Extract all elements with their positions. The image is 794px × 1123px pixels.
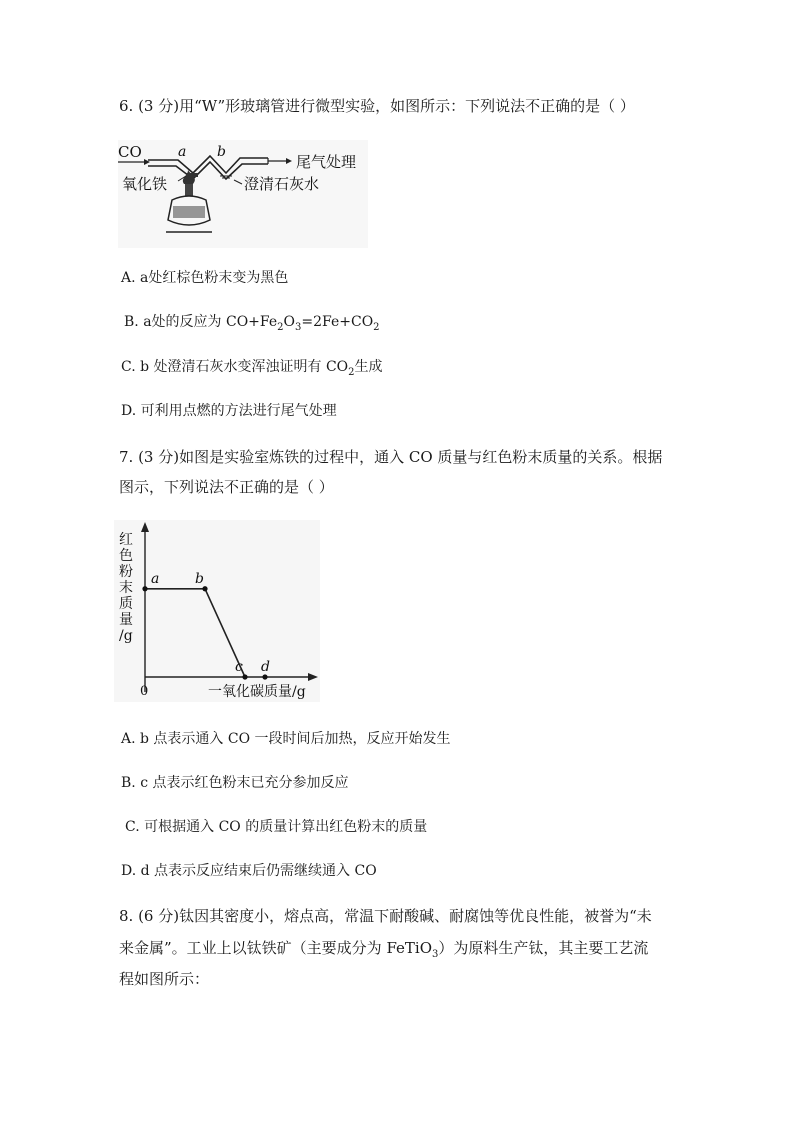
chart-y-axis-label-char: 量	[119, 612, 133, 628]
chart-y-axis-label-char: 色	[119, 548, 133, 564]
q6-label-co: CO	[118, 143, 142, 161]
chart-y-axis-label-char: 质	[119, 596, 133, 612]
q6-label-a: a	[178, 144, 187, 160]
chart-y-axis-label-char: 粉	[119, 564, 133, 580]
q7-stem-line1: 7. (3 分)如图是实验室炼铁的过程中，通入 CO 质量与红色粉末质量的关系。根据	[119, 448, 663, 466]
chart-point-b	[202, 586, 207, 591]
q7-option-a: A. b 点表示通入 CO 一段时间后加热，反应开始发生	[121, 731, 451, 747]
q8-line2-text: ）为原料生产钛，其主要工艺流	[438, 939, 649, 957]
chart-point-label-b: b	[195, 570, 204, 587]
q6-option-b	[124, 312, 380, 338]
q6-label-limewater: 澄清石灰水	[244, 175, 320, 193]
q8-line2	[119, 938, 648, 965]
q7-option-d: D. d 点表示反应结束后仍需继续通入 CO	[121, 863, 377, 879]
q6-option-b-text: B. a处的反应为 CO+Fe	[124, 314, 278, 330]
q6-stem: 6. (3 分)用“W”形玻璃管进行微型实验，如图所示：下列说法不正确的是（ ）	[119, 97, 635, 115]
q6-label-b: b	[217, 144, 226, 160]
q7-stem-line2: 图示，下列说法不正确的是（ ）	[119, 478, 334, 496]
q6-option-a: A. a处红棕色粉末变为黑色	[121, 270, 289, 286]
q6-option-c-text: 生成	[354, 359, 383, 375]
q6-option-b-text: =2Fe+CO	[301, 314, 374, 330]
q8-line2-text: 来金属”。工业上以钛铁矿（主要成分为 FeTiO	[119, 939, 433, 957]
q8-line1: 8. (6 分)钛因其密度小，熔点高，常温下耐酸碱、耐腐蚀等优良性能，被誉为“未	[119, 907, 652, 925]
chart-point-c	[242, 674, 247, 679]
chart-point-d	[262, 674, 267, 679]
q6-w-tube-apparatus-figure	[118, 140, 368, 248]
q6-option-c-sub: 2	[348, 366, 355, 378]
chart-y-axis-label-char: /g	[119, 628, 133, 644]
chart-y-axis-label-char: 红	[119, 532, 133, 548]
chart-y-axis-label-char: 末	[119, 580, 133, 596]
chart-origin-label: 0	[140, 684, 149, 699]
q6-option-b-text: O	[283, 314, 295, 330]
q6-option-c-text: C. b 处澄清石灰水变浑浊证明有 CO	[121, 359, 349, 375]
q7-option-c: C. 可根据通入 CO 的质量计算出红色粉末的质量	[125, 819, 428, 835]
q7-option-b: B. c 点表示红色粉末已充分参加反应	[121, 775, 349, 791]
q6-label-exhaust: 尾气处理	[296, 153, 357, 171]
chart-point-a	[142, 586, 147, 591]
q6-option-b-sub: 3	[295, 321, 302, 333]
chart-point-label-c: c	[235, 659, 243, 675]
q6-option-b-sub: 2	[277, 321, 284, 333]
q6-option-b-sub: 2	[373, 321, 380, 333]
q6-option-c	[121, 357, 383, 383]
chart-x-axis-label: 一氧化碳质量/g	[208, 684, 306, 700]
chart-point-label-d: d	[261, 659, 270, 675]
q8-line2-sub: 3	[432, 949, 439, 960]
chart-point-label-a: a	[151, 570, 160, 587]
q6-option-d: D. 可利用点燃的方法进行尾气处理	[121, 403, 337, 419]
q6-label-iron-oxide: 氧化铁	[122, 175, 168, 193]
q8-line3: 程如图所示：	[119, 970, 210, 988]
q7-mass-chart	[114, 520, 320, 702]
